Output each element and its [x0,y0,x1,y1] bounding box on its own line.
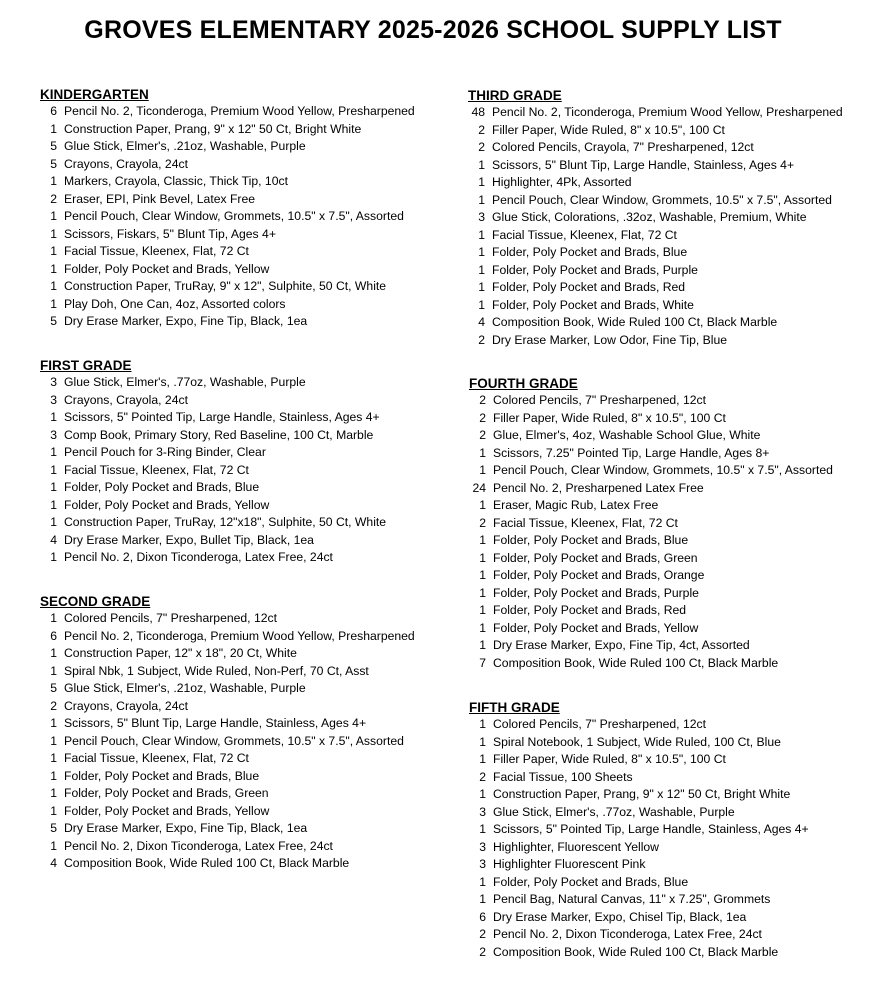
item-description: Pencil No. 2, Dixon Ticonderoga, Latex Free, 24ct [493,927,762,941]
list-item [40,444,460,462]
list-item [40,715,460,733]
section-kindergarten [40,86,460,331]
item-description: Dry Erase Marker, Expo, Bullet Tip, Black, 1ea [64,532,314,547]
list-item [468,209,879,227]
list-item [468,262,879,280]
item-description: Glue, Elmer's, 4oz, Washable School Glue, White [493,428,761,442]
item-quantity: 3 [50,427,57,442]
list-item [469,909,879,927]
item-description: Folder, Poly Pocket and Brads, Blue [64,768,260,783]
item-quantity: 1 [478,245,485,259]
item-description: Folder, Poly Pocket and Brads, Purple [492,262,698,277]
item-description: Dry Erase Marker, Expo, Fine Tip, Black, 1ea [64,314,308,328]
item-description: Construction Paper, 12" x 18", 20 Ct, White [64,646,297,660]
list-item [469,585,879,603]
list-item [468,332,879,350]
item-quantity: 4 [478,315,485,329]
list-item [40,296,460,314]
section-heading: SECOND GRADE [40,594,151,609]
item-quantity: 1 [50,174,57,188]
item-description: Pencil Pouch, Clear Window, Grommets, 10.5" x 7.5", Assorted [64,209,404,223]
list-item [469,769,879,787]
item-quantity: 2 [479,769,486,784]
item-quantity: 2 [479,944,486,959]
item-description: Filler Paper, Wide Ruled, 8" x 10.5", 100 Ct [493,752,726,766]
item-description: Pencil No. 2, Dixon Ticonderoga, Latex Free, 24ct [64,838,333,853]
item-quantity: 1 [50,550,57,564]
item-quantity: 5 [50,156,57,171]
item-description: Construction Paper, TruRay, 9" x 12", Sulphite, 50 Ct, White [64,279,387,293]
supply-list [469,392,879,672]
list-item [468,279,879,297]
item-quantity: 1 [478,157,485,172]
list-item [40,855,460,873]
item-quantity: 1 [478,227,485,242]
item-quantity: 1 [50,226,57,241]
item-quantity: 2 [479,927,486,941]
list-item [469,637,879,655]
item-description: Highlighter, 4Pk, Assorted [492,175,632,189]
item-quantity: 48 [471,105,485,119]
section-heading: THIRD GRADE [468,88,562,103]
supply-list [468,104,879,349]
item-quantity: 1 [50,803,57,818]
item-quantity: 1 [479,603,486,617]
list-item [40,628,460,646]
item-quantity: 6 [479,909,486,924]
item-description: Spiral Notebook, 1 Subject, Wide Ruled, 100 Ct, Blue [493,734,781,749]
item-quantity: 1 [50,480,57,494]
item-quantity: 1 [479,550,486,565]
item-quantity: 3 [50,375,57,389]
item-description: Scissors, 5" Pointed Tip, Large Handle, Stainless, Ages 4+ [493,822,809,836]
item-quantity: 1 [479,498,486,512]
item-description: Construction Paper, TruRay, 12"x18", Sulphite, 50 Ct, White [64,515,387,529]
item-description: Colored Pencils, 7" Presharpened, 12ct [493,393,706,407]
item-description: Folder, Poly Pocket and Brads, Red [493,603,687,617]
item-quantity: 1 [479,874,486,889]
supply-list [40,374,460,567]
list-item [469,392,879,410]
item-description: Glue Stick, Elmer's, .77oz, Washable, Purple [64,375,306,389]
item-quantity: 1 [479,717,486,731]
item-description: Dry Erase Marker, Low Odor, Fine Tip, Blue [492,332,728,347]
list-item [469,786,879,804]
item-description: Colored Pencils, 7" Presharpened, 12ct [64,611,277,625]
list-item [40,278,460,296]
item-quantity: 1 [50,121,57,136]
list-item [469,874,879,892]
list-item [469,427,879,445]
item-quantity: 1 [479,787,486,801]
item-description: Folder, Poly Pocket and Brads, White [492,297,694,312]
item-description: Pencil Pouch, Clear Window, Grommets, 10.5" x 7.5", Assorted [492,192,832,207]
list-item [468,104,879,122]
list-item [40,103,460,121]
item-quantity: 1 [479,620,486,635]
item-description: Pencil No. 2, Ticonderoga, Premium Wood Yellow, Presharpened [64,628,415,643]
item-quantity: 1 [50,497,57,512]
list-item [40,138,460,156]
item-description: Composition Book, Wide Ruled 100 Ct, Black Marble [64,856,350,870]
item-quantity: 1 [50,445,57,459]
item-quantity: 3 [479,804,486,819]
list-item [40,768,460,786]
item-quantity: 5 [50,681,57,695]
item-description: Facial Tissue, Kleenex, Flat, 72 Ct [492,227,677,242]
list-item [40,462,460,480]
supply-list [469,716,879,961]
section-heading: FIFTH GRADE [469,700,560,715]
item-quantity: 1 [479,892,486,906]
list-item [469,515,879,533]
item-description: Folder, Poly Pocket and Brads, Purple [493,585,699,600]
list-item [40,645,460,663]
item-quantity: 1 [479,568,486,582]
item-description: Pencil Pouch, Clear Window, Grommets, 10.5" x 7.5", Assorted [493,463,833,477]
list-item [40,785,460,803]
list-item [40,121,460,139]
item-quantity: 1 [50,663,57,678]
item-description: Folder, Poly Pocket and Brads, Blue [64,480,260,494]
list-item [40,409,460,427]
item-description: Scissors, 5" Pointed Tip, Large Handle, Stainless, Ages 4+ [64,410,380,424]
list-item [468,244,879,262]
list-item [40,313,460,331]
list-item [468,297,879,315]
item-quantity: 2 [479,428,486,442]
item-quantity: 1 [479,638,486,652]
item-description: Crayons, Crayola, 24ct [64,392,188,407]
item-quantity: 24 [472,480,486,495]
item-quantity: 1 [50,410,57,424]
item-quantity: 1 [479,822,486,836]
list-item [469,567,879,585]
list-item [468,314,879,332]
item-quantity: 1 [479,585,486,600]
item-quantity: 1 [50,279,57,293]
item-description: Folder, Poly Pocket and Brads, Yellow [64,803,270,818]
item-description: Facial Tissue, Kleenex, Flat, 72 Ct [493,515,678,530]
list-item [40,680,460,698]
supply-list [40,610,460,873]
list-item [40,820,460,838]
list-item [40,156,460,174]
list-item [40,243,460,261]
item-quantity: 2 [479,515,486,530]
item-quantity: 6 [50,628,57,643]
list-item [468,192,879,210]
list-item [469,891,879,909]
list-item [40,479,460,497]
item-quantity: 1 [50,462,57,477]
item-description: Composition Book, Wide Ruled 100 Ct, Black Marble [493,944,779,959]
item-description: Composition Book, Wide Ruled 100 Ct, Black Marble [492,315,778,329]
item-description: Spiral Nbk, 1 Subject, Wide Ruled, Non-Perf, 70 Ct, Asst [64,663,369,678]
item-description: Folder, Poly Pocket and Brads, Yellow [493,620,699,635]
section-heading: FOURTH GRADE [469,376,578,391]
list-item [468,139,879,157]
list-item [40,750,460,768]
item-description: Folder, Poly Pocket and Brads, Yellow [64,497,270,512]
item-quantity: 1 [479,734,486,749]
list-item [40,374,460,392]
item-quantity: 2 [479,393,486,407]
item-quantity: 2 [478,332,485,347]
list-item [469,620,879,638]
item-description: Crayons, Crayola, 24ct [64,156,188,171]
item-quantity: 5 [50,139,57,153]
item-description: Folder, Poly Pocket and Brads, Blue [493,874,689,889]
item-description: Pencil Bag, Natural Canvas, 11" x 7.25", Grommets [493,892,771,906]
item-description: Glue Stick, Elmer's, .21oz, Washable, Purple [64,681,306,695]
list-item [468,157,879,175]
supply-list [40,103,460,331]
item-quantity: 1 [50,296,57,311]
list-item [469,480,879,498]
item-description: Highlighter, Fluorescent Yellow [493,839,659,854]
item-quantity: 2 [478,140,485,154]
section-fourth-grade [469,375,879,672]
list-item [469,655,879,673]
item-description: Composition Book, Wide Ruled 100 Ct, Black Marble [493,655,779,670]
item-quantity: 2 [50,698,57,713]
item-description: Folder, Poly Pocket and Brads, Blue [493,533,689,547]
item-description: Glue Stick, Elmer's, .77oz, Washable, Purple [493,804,735,819]
list-item [469,550,879,568]
item-description: Comp Book, Primary Story, Red Baseline, 100 Ct, Marble [64,427,374,442]
item-quantity: 2 [50,191,57,206]
list-item [469,856,879,874]
item-description: Markers, Crayola, Classic, Thick Tip, 10ct [64,174,288,188]
item-quantity: 1 [50,209,57,223]
item-quantity: 1 [478,297,485,312]
item-quantity: 1 [50,261,57,276]
list-item [40,208,460,226]
item-description: Filler Paper, Wide Ruled, 8" x 10.5", 100 Ct [493,410,726,425]
list-item [40,610,460,628]
item-quantity: 2 [478,122,485,137]
item-description: Pencil Pouch for 3-Ring Binder, Clear [64,445,266,459]
list-item [40,497,460,515]
list-item [40,191,460,209]
item-quantity: 1 [50,611,57,625]
item-quantity: 5 [50,314,57,328]
section-second-grade [40,593,460,873]
item-quantity: 3 [479,857,486,871]
item-quantity: 3 [478,210,485,224]
item-description: Eraser, EPI, Pink Bevel, Latex Free [64,191,256,206]
item-description: Facial Tissue, Kleenex, Flat, 72 Ct [64,751,249,765]
list-item [468,227,879,245]
list-item [469,751,879,769]
item-quantity: 1 [478,280,485,294]
list-item [40,514,460,532]
item-description: Scissors, 7.25" Pointed Tip, Large Handle, Ages 8+ [493,445,770,460]
item-description: Folder, Poly Pocket and Brads, Orange [493,568,705,582]
section-heading: KINDERGARTEN [40,87,149,102]
item-description: Facial Tissue, 100 Sheets [493,769,633,784]
item-quantity: 1 [50,733,57,748]
item-quantity: 1 [479,445,486,460]
item-quantity: 1 [478,175,485,189]
list-item [469,734,879,752]
item-description: Scissors, 5" Blunt Tip, Large Handle, Stainless, Ages 4+ [64,716,367,730]
item-quantity: 1 [50,751,57,765]
list-item [40,427,460,445]
item-description: Colored Pencils, 7" Presharpened, 12ct [493,717,706,731]
list-item [469,497,879,515]
list-item [40,532,460,550]
item-quantity: 4 [50,532,57,547]
item-description: Folder, Poly Pocket and Brads, Green [64,786,269,800]
item-description: Filler Paper, Wide Ruled, 8" x 10.5", 100 Ct [492,122,725,137]
item-description: Pencil No. 2, Presharpened Latex Free [493,480,704,495]
item-quantity: 1 [50,716,57,730]
list-item [469,445,879,463]
item-quantity: 1 [479,752,486,766]
item-description: Construction Paper, Prang, 9" x 12" 50 Ct, Bright White [493,787,791,801]
section-third-grade [468,87,879,349]
item-description: Glue Stick, Colorations, .32oz, Washable, Premium, White [492,210,807,224]
list-item [40,733,460,751]
item-quantity: 4 [50,856,57,870]
item-description: Dry Erase Marker, Expo, Fine Tip, Black, 1ea [64,821,308,835]
item-description: Dry Erase Marker, Expo, Fine Tip, 4ct, Assorted [493,638,750,652]
item-description: Dry Erase Marker, Expo, Chisel Tip, Black, 1ea [493,909,747,924]
page-title: GROVES ELEMENTARY 2025-2026 SCHOOL SUPPLY LIST [84,16,782,44]
list-item [469,944,879,962]
item-description: Colored Pencils, Crayola, 7" Presharpened, 12ct [492,140,754,154]
item-description: Highlighter Fluorescent Pink [493,857,646,871]
item-description: Facial Tissue, Kleenex, Flat, 72 Ct [64,462,249,477]
item-quantity: 5 [50,821,57,835]
section-fifth-grade [469,699,879,961]
item-description: Crayons, Crayola, 24ct [64,698,188,713]
item-description: Glue Stick, Elmer's, .21oz, Washable, Purple [64,139,306,153]
list-item [469,532,879,550]
item-quantity: 1 [479,463,486,477]
section-heading: FIRST GRADE [40,358,132,373]
item-description: Scissors, Fiskars, 5" Blunt Tip, Ages 4+ [64,226,276,241]
item-quantity: 1 [50,515,57,529]
item-description: Scissors, 5" Blunt Tip, Large Handle, Stainless, Ages 4+ [492,157,795,172]
item-description: Folder, Poly Pocket and Brads, Yellow [64,261,270,276]
item-quantity: 2 [479,410,486,425]
item-quantity: 1 [50,244,57,258]
list-item [469,462,879,480]
list-item [40,663,460,681]
list-item [469,716,879,734]
item-quantity: 1 [478,192,485,207]
item-description: Construction Paper, Prang, 9" x 12" 50 Ct, Bright White [64,121,362,136]
item-description: Pencil No. 2, Ticonderoga, Premium Wood Yellow, Presharpened [64,104,415,118]
item-description: Folder, Poly Pocket and Brads, Green [493,550,698,565]
item-description: Pencil Pouch, Clear Window, Grommets, 10.5" x 7.5", Assorted [64,733,404,748]
list-item [40,803,460,821]
list-item [468,122,879,140]
item-quantity: 1 [479,533,486,547]
list-item [40,173,460,191]
list-item [40,226,460,244]
item-description: Folder, Poly Pocket and Brads, Red [492,280,686,294]
item-quantity: 3 [479,839,486,854]
item-description: Pencil No. 2, Ticonderoga, Premium Wood Yellow, Presharpened [492,105,843,119]
item-description: Facial Tissue, Kleenex, Flat, 72 Ct [64,244,249,258]
list-item [469,602,879,620]
item-description: Pencil No. 2, Dixon Ticonderoga, Latex Free, 24ct [64,550,333,564]
item-description: Eraser, Magic Rub, Latex Free [493,498,659,512]
item-quantity: 1 [50,786,57,800]
item-description: Play Doh, One Can, 4oz, Assorted colors [64,296,286,311]
list-item [469,821,879,839]
item-quantity: 1 [478,262,485,277]
item-quantity: 6 [50,104,57,118]
item-quantity: 3 [50,392,57,407]
list-item [40,698,460,716]
item-quantity: 7 [479,655,486,670]
list-item [40,838,460,856]
list-item [469,804,879,822]
list-item [469,926,879,944]
list-item [40,392,460,410]
item-quantity: 1 [50,838,57,853]
item-quantity: 1 [50,768,57,783]
list-item [40,261,460,279]
list-item [40,549,460,567]
list-item [468,174,879,192]
item-description: Folder, Poly Pocket and Brads, Blue [492,245,688,259]
list-item [469,410,879,428]
item-quantity: 1 [50,646,57,660]
section-first-grade [40,357,460,567]
list-item [469,839,879,857]
